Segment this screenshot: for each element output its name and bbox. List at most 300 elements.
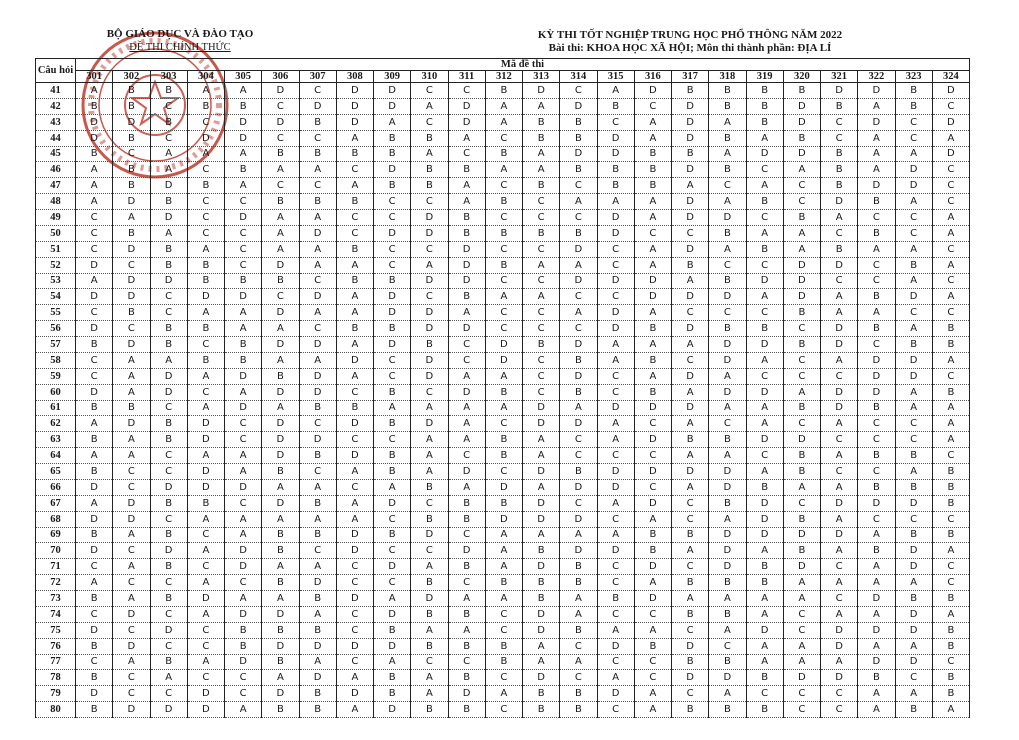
answer-cell: B — [113, 178, 150, 194]
exam-code-header: 304 — [187, 71, 224, 83]
exam-code-header: 321 — [821, 71, 858, 83]
answer-cell: A — [597, 337, 634, 353]
answer-cell: A — [783, 591, 820, 607]
question-number: 59 — [36, 368, 76, 384]
answer-cell: C — [374, 575, 411, 591]
answer-cell: C — [150, 98, 187, 114]
question-number: 73 — [36, 591, 76, 607]
answer-cell: B — [374, 178, 411, 194]
answer-cell: A — [634, 686, 671, 702]
answer-cell: A — [783, 225, 820, 241]
answer-cell: A — [411, 622, 448, 638]
answer-rows — [36, 83, 970, 718]
answer-cell: B — [262, 146, 299, 162]
answer-cell: D — [225, 479, 262, 495]
answer-cell: C — [485, 464, 522, 480]
answer-cell: A — [523, 98, 560, 114]
answer-cell: B — [672, 83, 709, 99]
answer-cell: C — [113, 464, 150, 480]
answer-cell: B — [523, 225, 560, 241]
answer-cell: A — [858, 527, 895, 543]
answer-cell: A — [597, 527, 634, 543]
answer-cell: C — [746, 257, 783, 273]
exam-code-header: 308 — [336, 71, 373, 83]
answer-cell: A — [709, 686, 746, 702]
answer-cell: D — [336, 448, 373, 464]
answer-cell: B — [225, 162, 262, 178]
answer-cell: D — [895, 178, 932, 194]
answer-cell: A — [895, 321, 932, 337]
answer-cell: D — [523, 416, 560, 432]
answer-cell: D — [336, 686, 373, 702]
answer-cell: A — [672, 384, 709, 400]
answer-cell: C — [113, 622, 150, 638]
exam-code-header: 319 — [746, 71, 783, 83]
answer-cell: C — [821, 464, 858, 480]
answer-cell: D — [858, 368, 895, 384]
answer-cell: C — [932, 368, 969, 384]
answer-cell: B — [411, 638, 448, 654]
answer-cell: C — [76, 368, 113, 384]
answer-cell: C — [76, 559, 113, 575]
answer-cell: A — [485, 368, 522, 384]
answer-cell: D — [262, 257, 299, 273]
answer-cell: C — [150, 130, 187, 146]
question-number: 49 — [36, 210, 76, 226]
answer-cell: B — [150, 416, 187, 432]
answer-cell: B — [746, 559, 783, 575]
answer-cell: C — [523, 384, 560, 400]
answer-cell: C — [523, 210, 560, 226]
exam-code-header: 316 — [634, 71, 671, 83]
answer-cell: A — [299, 352, 336, 368]
table-row — [36, 241, 970, 257]
answer-cell: A — [262, 210, 299, 226]
answer-cell: D — [299, 575, 336, 591]
answer-cell: A — [523, 527, 560, 543]
answer-cell: C — [299, 130, 336, 146]
answer-cell: A — [262, 479, 299, 495]
answer-cell: B — [336, 273, 373, 289]
question-number: 44 — [36, 130, 76, 146]
answer-cell: D — [895, 368, 932, 384]
answer-cell: C — [485, 670, 522, 686]
answer-cell: D — [299, 289, 336, 305]
answer-cell: D — [299, 638, 336, 654]
answer-cell: D — [225, 130, 262, 146]
answer-cell: A — [113, 448, 150, 464]
answer-cell: A — [76, 194, 113, 210]
exam-code-header: 301 — [76, 71, 113, 83]
answer-cell: A — [336, 257, 373, 273]
answer-cell: B — [634, 543, 671, 559]
answer-cell: B — [858, 479, 895, 495]
answer-cell: A — [336, 289, 373, 305]
answer-cell: B — [150, 194, 187, 210]
answer-cell: B — [746, 479, 783, 495]
answer-cell: B — [709, 130, 746, 146]
question-number: 58 — [36, 352, 76, 368]
answer-cell: B — [634, 638, 671, 654]
answer-cell: D — [746, 527, 783, 543]
answer-cell: D — [374, 606, 411, 622]
answer-cell: B — [709, 225, 746, 241]
answer-cell: D — [187, 479, 224, 495]
question-number: 48 — [36, 194, 76, 210]
answer-cell: C — [113, 479, 150, 495]
answer-cell: D — [448, 321, 485, 337]
answer-cell: A — [672, 273, 709, 289]
answer-cell: A — [932, 702, 969, 718]
answer-cell: A — [672, 479, 709, 495]
answer-cell: B — [858, 670, 895, 686]
answer-cell: A — [187, 241, 224, 257]
answer-cell: B — [932, 321, 969, 337]
answer-cell: A — [113, 432, 150, 448]
answer-cell: A — [672, 416, 709, 432]
answer-cell: C — [783, 194, 820, 210]
answer-cell: A — [634, 511, 671, 527]
answer-cell: A — [225, 178, 262, 194]
answer-cell: B — [299, 114, 336, 130]
answer-cell: A — [448, 416, 485, 432]
answer-cell: C — [187, 559, 224, 575]
answer-cell: D — [932, 146, 969, 162]
answer-cell: D — [597, 686, 634, 702]
answer-cell: D — [709, 384, 746, 400]
answer-cell: D — [746, 273, 783, 289]
table-row — [36, 194, 970, 210]
answer-cell: B — [299, 686, 336, 702]
question-number: 56 — [36, 321, 76, 337]
answer-cell: B — [932, 384, 969, 400]
answer-cell: A — [336, 178, 373, 194]
answer-cell: A — [187, 400, 224, 416]
answer-cell: C — [709, 638, 746, 654]
answer-cell: B — [448, 210, 485, 226]
answer-cell: D — [709, 337, 746, 353]
answer-cell: A — [187, 511, 224, 527]
answer-cell: A — [187, 606, 224, 622]
question-number: 72 — [36, 575, 76, 591]
answer-cell: D — [374, 495, 411, 511]
answer-cell: A — [858, 305, 895, 321]
answer-cell: A — [858, 130, 895, 146]
answer-cell: B — [448, 606, 485, 622]
answer-cell: C — [336, 622, 373, 638]
answer-cell: B — [672, 654, 709, 670]
answer-cell: A — [448, 591, 485, 607]
answer-cell: D — [634, 559, 671, 575]
answer-cell: A — [225, 321, 262, 337]
answer-cell: C — [560, 432, 597, 448]
answer-cell: B — [634, 321, 671, 337]
answer-cell: D — [225, 400, 262, 416]
answer-cell: A — [299, 210, 336, 226]
answer-cell: D — [597, 273, 634, 289]
answer-cell: B — [187, 273, 224, 289]
answer-cell: D — [783, 146, 820, 162]
answer-cell: D — [746, 337, 783, 353]
answer-cell: D — [895, 606, 932, 622]
answer-cell: A — [560, 257, 597, 273]
answer-cell: C — [560, 321, 597, 337]
answer-cell: D — [709, 464, 746, 480]
answer-cell: D — [672, 98, 709, 114]
answer-cell: D — [113, 114, 150, 130]
answer-cell: D — [746, 622, 783, 638]
answer-cell: C — [187, 384, 224, 400]
answer-cell: C — [746, 210, 783, 226]
answer-cell: C — [783, 416, 820, 432]
answer-cell: D — [858, 622, 895, 638]
answer-cell: C — [672, 686, 709, 702]
answer-cell: C — [150, 289, 187, 305]
answer-cell: A — [783, 654, 820, 670]
answer-cell: B — [746, 194, 783, 210]
answer-cell: D — [113, 273, 150, 289]
answer-cell: D — [411, 210, 448, 226]
answer-cell: C — [895, 416, 932, 432]
question-number: 41 — [36, 83, 76, 99]
answer-cell: B — [634, 146, 671, 162]
answer-cell: A — [932, 400, 969, 416]
answer-cell: D — [262, 448, 299, 464]
answer-cell: B — [560, 114, 597, 130]
answer-cell: A — [262, 591, 299, 607]
answer-cell: D — [374, 98, 411, 114]
table-row — [36, 527, 970, 543]
answer-cell: A — [709, 194, 746, 210]
answer-cell: A — [262, 352, 299, 368]
answer-cell: B — [150, 432, 187, 448]
answer-cell: B — [262, 194, 299, 210]
answer-cell: B — [225, 638, 262, 654]
answer-cell: C — [783, 178, 820, 194]
answer-cell: C — [113, 686, 150, 702]
question-number: 66 — [36, 479, 76, 495]
answer-cell: A — [895, 575, 932, 591]
question-number: 57 — [36, 337, 76, 353]
answer-cell: B — [485, 654, 522, 670]
answer-cell: A — [597, 622, 634, 638]
answer-cell: D — [225, 114, 262, 130]
answer-cell: D — [597, 479, 634, 495]
answer-cell: A — [858, 146, 895, 162]
answer-cell: D — [485, 352, 522, 368]
answer-cell: D — [411, 273, 448, 289]
answer-cell: B — [187, 495, 224, 511]
table-row — [36, 432, 970, 448]
answer-cell: D — [783, 559, 820, 575]
answer-cell: C — [225, 686, 262, 702]
answer-cell: C — [634, 225, 671, 241]
answer-cell: A — [895, 273, 932, 289]
answer-cell: C — [336, 479, 373, 495]
answer-cell: C — [709, 305, 746, 321]
answer-cell: B — [858, 448, 895, 464]
answer-cell: B — [858, 543, 895, 559]
answer-cell: B — [411, 606, 448, 622]
answer-cell: D — [262, 638, 299, 654]
answer-cell: A — [113, 527, 150, 543]
answer-cell: A — [709, 241, 746, 257]
answer-cell: A — [299, 511, 336, 527]
answer-cell: C — [113, 670, 150, 686]
answer-cell: A — [523, 257, 560, 273]
answer-cell: D — [560, 241, 597, 257]
answer-cell: B — [76, 432, 113, 448]
answer-cell: C — [523, 321, 560, 337]
table-row — [36, 273, 970, 289]
answer-cell: C — [76, 352, 113, 368]
answer-cell: D — [746, 384, 783, 400]
question-number: 77 — [36, 654, 76, 670]
answer-cell: C — [485, 606, 522, 622]
answer-cell: B — [448, 289, 485, 305]
answer-cell: D — [783, 273, 820, 289]
answer-cell: D — [597, 638, 634, 654]
answer-cell: C — [225, 241, 262, 257]
answer-cell: D — [597, 210, 634, 226]
answer-cell: B — [448, 225, 485, 241]
answer-cell: A — [225, 464, 262, 480]
answer-cell: B — [560, 225, 597, 241]
answer-cell: C — [485, 241, 522, 257]
table-row — [36, 130, 970, 146]
answer-cell: A — [932, 130, 969, 146]
table-row — [36, 543, 970, 559]
answer-cell: A — [411, 686, 448, 702]
answer-cell: D — [374, 702, 411, 718]
answer-cell: C — [858, 210, 895, 226]
answer-cell: B — [560, 130, 597, 146]
answer-cell: A — [448, 622, 485, 638]
answer-cell: D — [821, 495, 858, 511]
answer-cell: C — [485, 130, 522, 146]
answer-cell: A — [262, 511, 299, 527]
answer-cell: B — [858, 321, 895, 337]
answer-cell: A — [225, 448, 262, 464]
answer-cell: B — [523, 114, 560, 130]
answer-cell: D — [597, 130, 634, 146]
answer-cell: C — [411, 83, 448, 99]
answer-cell: A — [746, 289, 783, 305]
answer-cell: B — [76, 464, 113, 480]
answer-cell: A — [746, 130, 783, 146]
answer-cell: C — [374, 241, 411, 257]
answer-cell: A — [783, 241, 820, 257]
answer-cell: B — [560, 575, 597, 591]
table-row — [36, 210, 970, 226]
answer-cell: A — [895, 400, 932, 416]
answer-cell: D — [448, 114, 485, 130]
answer-cell: B — [485, 638, 522, 654]
answer-cell: D — [821, 638, 858, 654]
table-row — [36, 495, 970, 511]
table-row — [36, 606, 970, 622]
table-row — [36, 98, 970, 114]
answer-cell: B — [76, 638, 113, 654]
answer-cell: B — [374, 146, 411, 162]
answer-cell: C — [597, 654, 634, 670]
answer-cell: A — [634, 210, 671, 226]
answer-cell: B — [374, 416, 411, 432]
answer-cell: D — [821, 384, 858, 400]
answer-cell: A — [523, 638, 560, 654]
exam-code-header: 307 — [299, 71, 336, 83]
answer-cell: D — [746, 432, 783, 448]
answer-cell: C — [448, 337, 485, 353]
answer-cell: D — [225, 289, 262, 305]
answer-cell: B — [150, 241, 187, 257]
answer-cell: D — [895, 289, 932, 305]
answer-cell: C — [76, 654, 113, 670]
answer-cell: B — [187, 352, 224, 368]
answer-cell: B — [448, 495, 485, 511]
table-row — [36, 464, 970, 480]
answer-cell: B — [672, 257, 709, 273]
answer-cell: D — [262, 114, 299, 130]
answer-cell: C — [858, 416, 895, 432]
answer-cell: D — [448, 257, 485, 273]
answer-cell: D — [858, 591, 895, 607]
table-row — [36, 289, 970, 305]
answer-cell: B — [821, 146, 858, 162]
answer-cell: D — [858, 83, 895, 99]
answer-cell: D — [76, 686, 113, 702]
table-row — [36, 305, 970, 321]
answer-cell: C — [485, 321, 522, 337]
answer-cell: C — [523, 241, 560, 257]
answer-cell: D — [150, 273, 187, 289]
answer-cell: C — [821, 559, 858, 575]
answer-cell: A — [634, 114, 671, 130]
answer-cell: B — [374, 527, 411, 543]
answer-cell: A — [262, 225, 299, 241]
answer-cell: A — [634, 368, 671, 384]
answer-cell: A — [858, 702, 895, 718]
answer-cell: B — [932, 464, 969, 480]
answer-cell: C — [672, 559, 709, 575]
answer-cell: B — [821, 98, 858, 114]
answer-cell: A — [523, 162, 560, 178]
answer-cell: B — [746, 114, 783, 130]
answer-cell: C — [374, 352, 411, 368]
answer-cell: D — [262, 495, 299, 511]
answer-cell: B — [932, 527, 969, 543]
answer-cell: D — [299, 432, 336, 448]
answer-cell: B — [523, 702, 560, 718]
answer-cell: B — [374, 384, 411, 400]
answer-cell: C — [858, 273, 895, 289]
answer-cell: B — [448, 511, 485, 527]
answer-cell: C — [560, 83, 597, 99]
answer-cell: B — [523, 178, 560, 194]
answer-cell: A — [76, 178, 113, 194]
answer-cell: B — [932, 638, 969, 654]
answer-cell: B — [709, 702, 746, 718]
answer-cell: D — [709, 210, 746, 226]
answer-cell: D — [821, 670, 858, 686]
answer-cell: A — [187, 654, 224, 670]
answer-cell: D — [336, 591, 373, 607]
exam-code-header: 312 — [485, 71, 522, 83]
answer-cell: C — [76, 305, 113, 321]
answer-cell: D — [411, 225, 448, 241]
exam-code-header: 320 — [783, 71, 820, 83]
answer-cell: D — [783, 114, 820, 130]
